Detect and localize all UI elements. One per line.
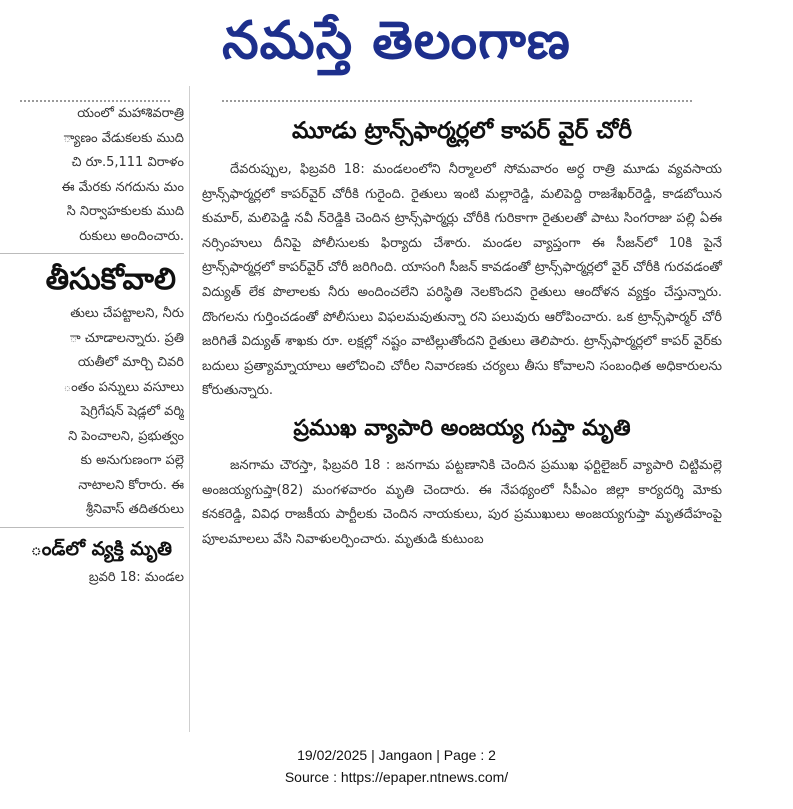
right-column [202, 86, 722, 552]
story-separator [0, 253, 184, 254]
left-story2-line: ంతం పన్నులు వసూలు [63, 379, 184, 395]
left-story2-line: కు అనుగుణంగా పల్లె [80, 453, 184, 468]
left-story2-line: శ్రీనివాస్ తదితరులు [85, 502, 184, 517]
column-divider [189, 86, 190, 732]
left-story2-line: ా చూడాలన్నారు. ప్రతి [69, 330, 184, 346]
edition-info: 19/02/2025 | Jangaon | Page : 2 [297, 747, 496, 763]
left-story2-line: నాటాలని కోరారు. ఈ [78, 477, 184, 493]
page-content [0, 86, 793, 732]
newspaper-title: నమస్తే తెలంగాణ [222, 11, 571, 71]
left-story3-line: బ్రవరి 18: మండల [88, 569, 184, 585]
left-story2-headline: తీసుకోవాలి [45, 262, 176, 297]
cut-text-line [222, 86, 692, 102]
article1-paragraph: దేవరుప్పుల, ఫిబ్రవరి 18: మండలంలోని నీర్మాలలో సోమవారం అర్ధ రాత్రి మూడు వ్యవసాయ ట్రాన్స్‌ఫార్మర్లలో కాపర్‌వైర్ చోరీకి గురైంది. రైతులు ఇంటి మల్లారెడ్డి, మలిపెద్ది రాజశేఖర్‌రెడ్డి, కాడబోయిన కుమార్, మలిపెడ్డి నవీ న్‌రెడ్డికి చెందిన ట్రాన్స్‌ఫార్మర్లు చోరీకి గురికాగా రైతులతో పాటు సింగరాజు పల్లి ఏఈ నర్సింహులు దీనిపై పోలీసులకు ఫిర్యాదు చేశారు. మండల వ్యాప్తంగా ఈ సీజన్‌లో 10కి పైనే ట్రాన్స్‌ఫార్మర్లలో కాపర్‌వైర్ చోరీ జరిగింది. యాసంగి సీజన్ కావడంతో ట్రాన్స్‌ఫార్మర్లలో వైర్ చోరీకి గురవడంతో విద్యుత్ లేక పొలాలకు నీరు అందించలేని పరిస్థితి నెలకొందని రైతులు ఆందోళన వ్యక్తం చేస్తున్నారు. దొంగలను గుర్తించడంతో పోలీసులు విఫలమవుతున్నా రని పలువురు ఆరోపించారు. ఒక ట్రాన్స్‌ఫార్మర్ చోరీ జరిగితే విద్యుత్ శాఖకు రూ. లక్షల్లో నష్టం వాటిల్లుతోందని రైతులు తెలిపారు. ట్రాన్స్‌ఫార్మర్లలో కాపర్ వైర్‌కు బదులు ప్రత్యామ్నాయాలు ఆలోచించి చోరీల నివారణకు చర్యలు తీసు కోవాలని సంబంధిత అధికారులను కోరుతున్నారు. [202, 162, 722, 399]
left-story2-line: షెగ్రిగేషన్ షెడ్లలో వర్మి [80, 404, 184, 419]
left-story1-line: రుకులు అందించారు. [79, 228, 184, 244]
left-story2-line: తులు చేపట్టాలని, నీరు [70, 306, 184, 321]
left-story1-line: ఈ మేరకు నగదును మం [61, 179, 184, 195]
article2-body [202, 454, 722, 552]
left-story1-line: చి రూ.5,111 విరాళం [71, 155, 184, 170]
masthead [0, 0, 793, 82]
left-story1-line: యంలో మహాశివరాత్రి [77, 106, 184, 121]
left-story1-line: సి నిర్వాహకులకు ముది [66, 204, 184, 219]
left-story2-line: యతీలో మార్చి చివరి [77, 355, 184, 370]
story-separator [0, 527, 184, 528]
source-url: Source : https://epaper.ntnews.com/ [284, 769, 509, 785]
page-footer [0, 744, 793, 788]
left-column [0, 86, 184, 590]
left-story3-headline: ండ్‌లో వ్యక్తి మృతి [30, 537, 172, 560]
left-story2-line: ని పెంచాలని, ప్రభుత్వం [68, 428, 184, 444]
article2-headline: ప్రముఖ వ్యాపారి అంజయ్య గుప్తా మృతి [293, 415, 631, 441]
article2-paragraph: జనగామ చౌరస్తా, ఫిబ్రవరి 18 : జనగామ పట్టణానికి చెందిన ప్రముఖ ఫర్టిలైజర్ వ్యాపారి చిట్టిమల్లె అంజయ్యగుప్తా(82) మంగళవారం మృతి చెందారు. ఈ నేపథ్యంలో సీపీఎం జిల్లా కార్యదర్శి మోకు కనకరెడ్డి, వివిధ రాజకీయ పార్టీలకు చెందిన నాయకులు, పుర ప్రముఖులు అంజయ్యగుప్తా మృతదేహంపై పూలమాలలు వేసి నివాళులర్పించారు. మృతుడి కుటుంబ [202, 457, 722, 547]
article1-body [202, 158, 722, 404]
cut-text-line [20, 86, 170, 102]
left-story1-line: ్యాణం వేడుకలకు ముది [63, 130, 184, 146]
article1-headline: మూడు ట్రాన్స్‌ఫార్మర్లలో కాపర్ వైర్ చోరీ [291, 118, 633, 144]
